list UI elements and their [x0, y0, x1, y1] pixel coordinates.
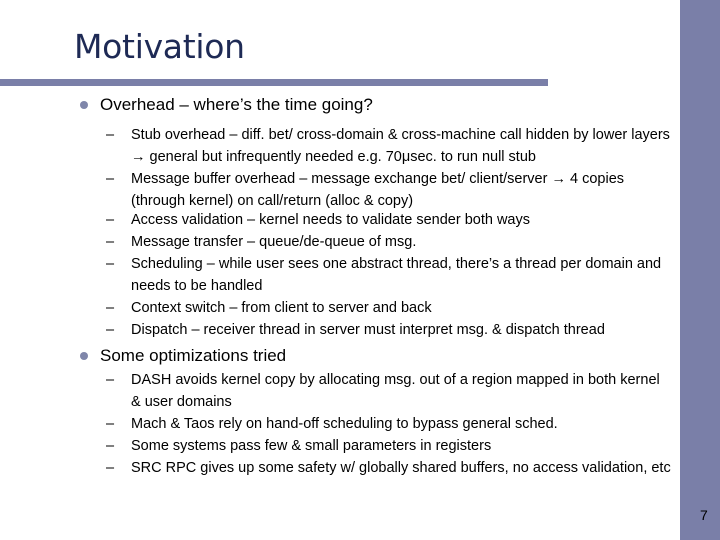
sub-bullet-dash: –: [106, 171, 115, 187]
bullet-1-sub-5: Scheduling – while user sees one abstract thread, there’s a thread per domain and needs to be handled: [131, 256, 662, 294]
sub-bullet-dash: –: [106, 416, 115, 432]
bullet-2-sub-2: Mach & Taos rely on hand-off scheduling to bypass general sched.: [131, 416, 558, 432]
title-underline-rule: [0, 79, 548, 86]
bullet-1-sub-3: Access validation – kernel needs to validate sender both ways: [131, 212, 530, 228]
bullet-1-sub-6: Context switch – from client to server and back: [131, 300, 432, 316]
sub-bullet-dash: –: [106, 460, 115, 476]
page-number: 7: [700, 507, 708, 523]
bullet-dot-icon: [80, 352, 88, 360]
sub-bullet-dash: –: [106, 300, 115, 316]
bullet-2-sub-1: DASH avoids kernel copy by allocating msg. out of a region mapped in both kernel & user domains: [131, 372, 660, 410]
sub-bullet-dash: –: [106, 212, 115, 228]
bullet-2-sub-3: Some systems pass few & small parameters in registers: [131, 438, 492, 454]
bullet-1-text: Overhead – where’s the time going?: [100, 95, 373, 114]
sub-bullet-dash: –: [106, 127, 115, 143]
sub-bullet-dash: –: [106, 438, 115, 454]
slide-title: Motivation: [74, 27, 245, 66]
bullet-1-sub-7: Dispatch – receiver thread in server must interpret msg. & dispatch thread: [131, 322, 605, 338]
sub-bullet-dash: –: [106, 234, 115, 250]
bullet-1-sub-2: Message buffer overhead – message exchange bet/ client/server → 4 copies (through kernel) on call/return (alloc & copy): [131, 171, 625, 209]
bullet-1-sub-4: Message transfer – queue/de-queue of msg.: [131, 234, 417, 250]
bullet-1-sub-1: Stub overhead – diff. bet/ cross-domain & cross-machine call hidden by lower layers → general but infrequently needed e.g. 70μsec. to run null stub: [131, 127, 670, 165]
sub-bullet-dash: –: [106, 322, 115, 338]
sub-bullet-dash: –: [106, 256, 115, 272]
sub-bullet-dash: –: [106, 372, 115, 388]
bullet-2-sub-4: SRC RPC gives up some safety w/ globally shared buffers, no access validation, etc: [131, 460, 671, 476]
bullet-2-text: Some optimizations tried: [100, 346, 287, 365]
right-accent-bar: [680, 0, 720, 540]
bullet-dot-icon: [80, 101, 88, 109]
